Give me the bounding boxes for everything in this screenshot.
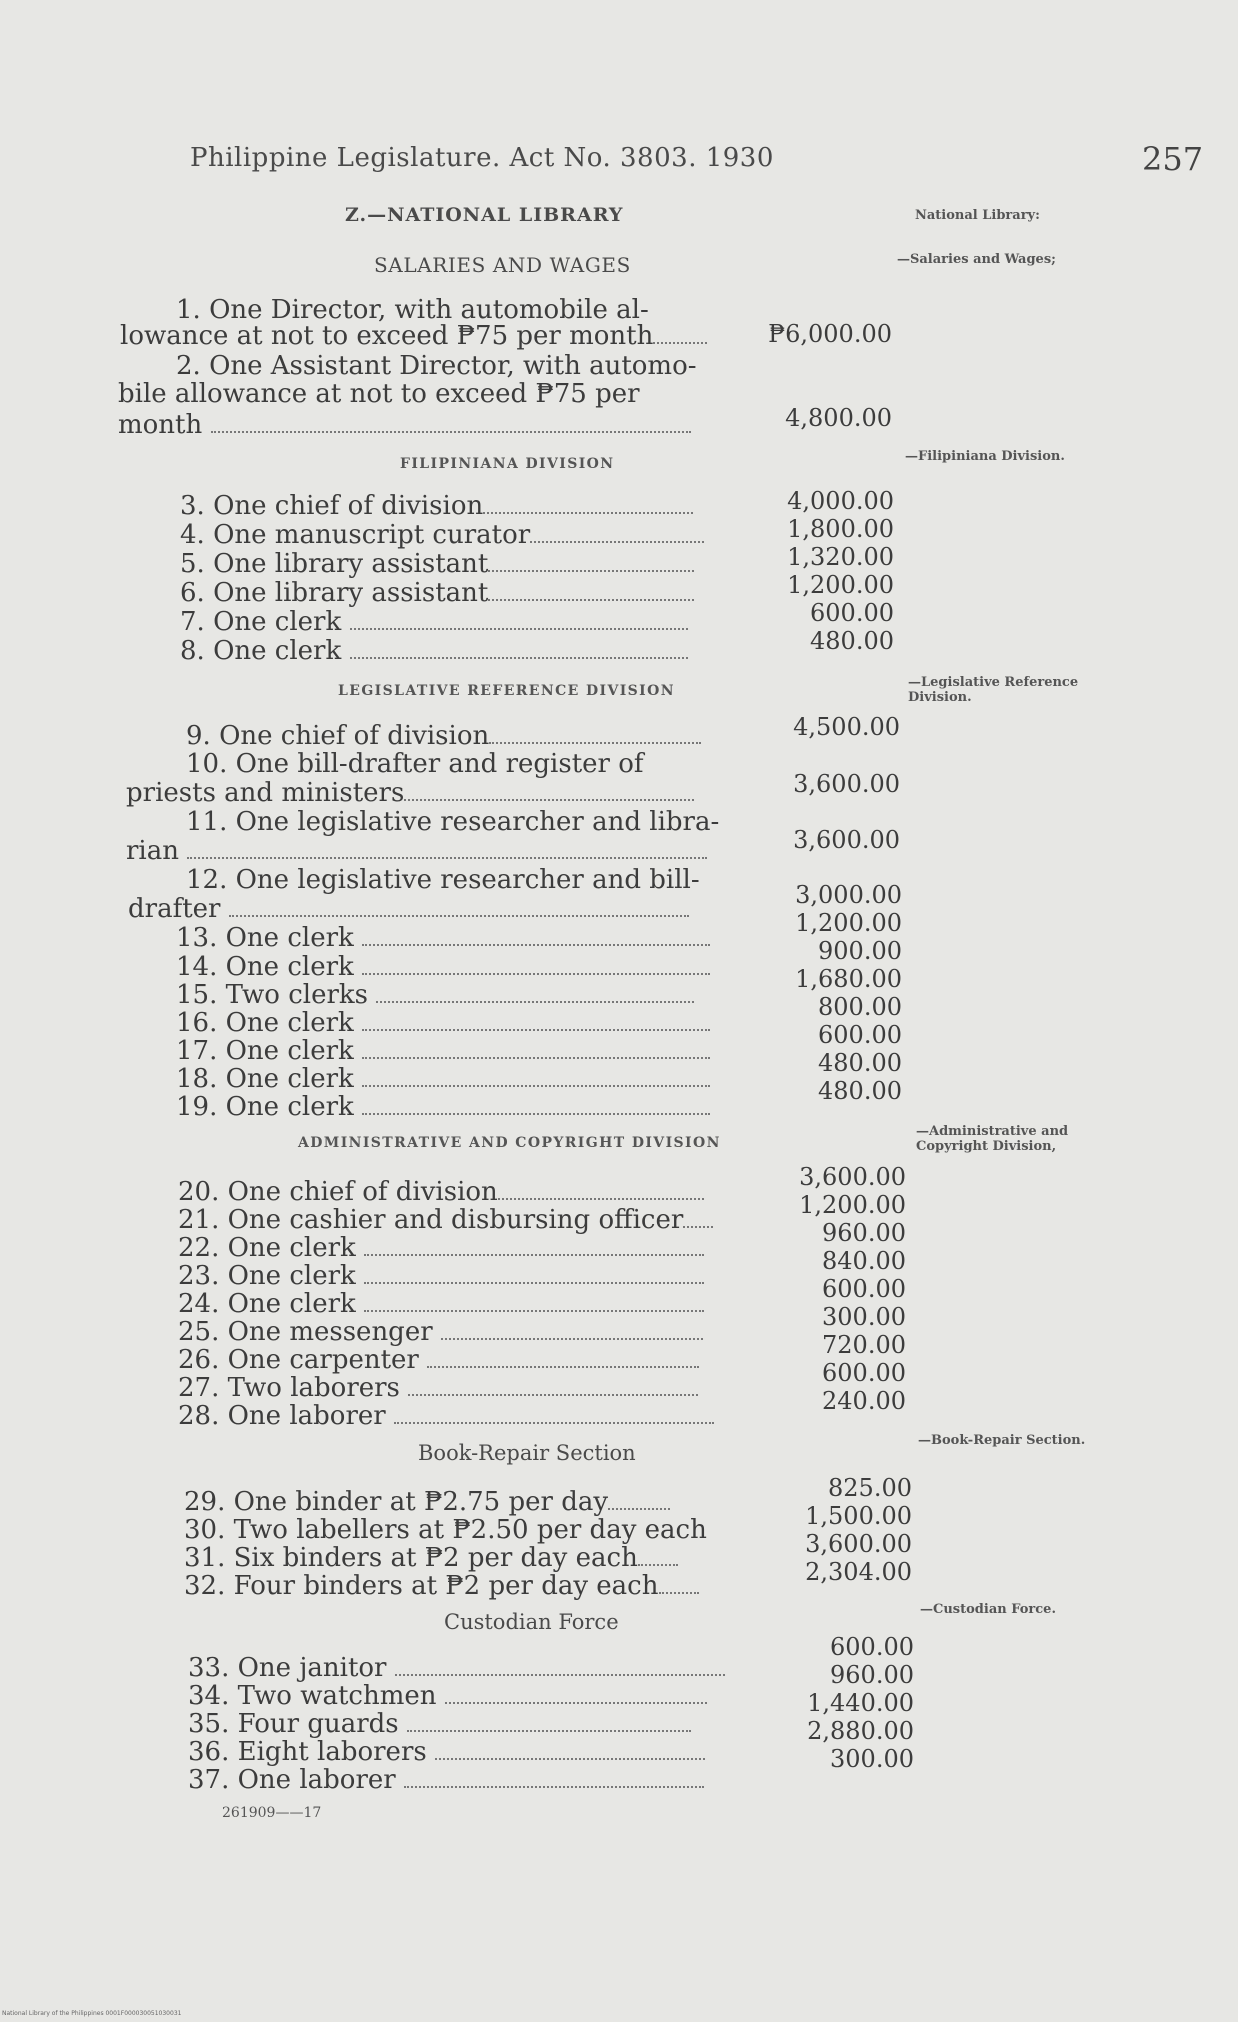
printer-signature: 261909——17	[222, 1805, 322, 1821]
scan-credit: National Library of the Philippines 0001F000030051030031	[2, 2010, 182, 2017]
item-6: 6. One library assistant	[180, 579, 694, 607]
item-16: 16. One clerk	[176, 1009, 710, 1037]
item-21-amount: 1,200.00	[799, 1191, 906, 1219]
item-24-amount: 600.00	[822, 1275, 906, 1303]
item-20-amount: 3,600.00	[799, 1163, 906, 1191]
division-head-custodian: Custodian Force	[444, 1610, 619, 1634]
item-22: 22. One clerk	[178, 1234, 704, 1262]
item-12-line-1: 12. One legislative researcher and bill-	[186, 865, 700, 895]
item-34-amount: 960.00	[830, 1661, 914, 1689]
item-25-amount: 300.00	[822, 1303, 906, 1331]
item-20: 20. One chief of division	[178, 1178, 704, 1206]
item-15: 15. Two clerks	[176, 981, 694, 1009]
margin-note-national-library: National Library:	[915, 208, 1040, 223]
item-11-line-2: rian	[126, 837, 707, 865]
item-9-amount: 4,500.00	[793, 713, 900, 741]
running-header: Philippine Legislature. Act No. 3803. 1930	[190, 143, 774, 173]
item-13: 13. One clerk	[176, 924, 710, 952]
item-10-line-1: 10. One bill-drafter and register of	[186, 749, 644, 779]
margin-note-custodian: —Custodian Force.	[920, 1602, 1056, 1617]
item-5-amount: 1,320.00	[787, 543, 894, 571]
section-title: Z.—NATIONAL LIBRARY	[345, 204, 624, 226]
item-28: 28. One laborer	[178, 1402, 714, 1430]
item-18-amount: 480.00	[818, 1049, 902, 1077]
item-36: 36. Eight laborers	[188, 1738, 705, 1766]
item-11-line-1: 11. One legislative researcher and libra-	[186, 807, 720, 837]
item-24: 24. One clerk	[178, 1290, 704, 1318]
item-37: 37. One laborer	[188, 1766, 704, 1794]
item-35: 35. Four guards	[188, 1710, 691, 1738]
margin-note-administrative: —Administrative and Copyright Division,	[916, 1124, 1069, 1154]
item-8: 8. One clerk	[180, 637, 688, 665]
item-30: 30. Two labellers at ₱2.50 per day each	[184, 1515, 707, 1545]
item-33-amount: 600.00	[830, 1633, 914, 1661]
item-12-line-2: drafter	[128, 895, 689, 923]
item-23: 23. One clerk	[178, 1262, 704, 1290]
item-3-amount: 4,000.00	[787, 487, 894, 515]
page-number: 257	[1142, 140, 1204, 178]
item-4-amount: 1,800.00	[787, 515, 894, 543]
item-28-amount: 240.00	[822, 1387, 906, 1415]
item-10-line-2: priests and ministers	[126, 779, 694, 807]
item-6-amount: 1,200.00	[787, 571, 894, 599]
item-36-amount: 2,880.00	[807, 1717, 914, 1745]
item-17-amount: 600.00	[818, 1021, 902, 1049]
item-27: 27. Two laborers	[178, 1374, 698, 1402]
margin-note-filipiniana: —Filipiniana Division.	[905, 449, 1065, 464]
item-29: 29. One binder at ₱2.75 per day	[184, 1488, 670, 1516]
item-3: 3. One chief of division	[180, 492, 693, 520]
item-2-amount: 4,800.00	[785, 404, 892, 432]
item-8-amount: 480.00	[810, 627, 894, 655]
margin-note-book-repair: —Book-Repair Section.	[918, 1433, 1086, 1448]
item-26-amount: 720.00	[822, 1331, 906, 1359]
item-10-amount: 3,600.00	[793, 770, 900, 798]
item-25: 25. One messenger	[178, 1318, 703, 1346]
item-18: 18. One clerk	[176, 1065, 710, 1093]
item-33: 33. One janitor	[188, 1654, 725, 1682]
item-17: 17. One clerk	[176, 1037, 710, 1065]
item-1-amount: ₱6,000.00	[768, 320, 892, 348]
section-subtitle: SALARIES AND WAGES	[374, 253, 631, 277]
division-head-administrative: ADMINISTRATIVE AND COPYRIGHT DIVISION	[298, 1135, 721, 1151]
item-13-amount: 1,200.00	[795, 909, 902, 937]
item-34: 34. Two watchmen	[188, 1682, 707, 1710]
item-23-amount: 840.00	[822, 1247, 906, 1275]
item-37-amount: 300.00	[830, 1745, 914, 1773]
division-head-filipiniana: FILIPINIANA DIVISION	[400, 456, 615, 472]
item-32-amount: 2,304.00	[805, 1558, 912, 1586]
item-19-amount: 480.00	[818, 1077, 902, 1105]
item-15-amount: 1,680.00	[795, 965, 902, 993]
item-9: 9. One chief of division	[186, 722, 701, 750]
item-21: 21. One cashier and disbursing officer	[178, 1206, 713, 1234]
item-31-amount: 3,600.00	[805, 1530, 912, 1558]
item-19: 19. One clerk	[176, 1093, 710, 1121]
item-29-amount: 825.00	[828, 1474, 912, 1502]
item-14-amount: 900.00	[818, 937, 902, 965]
item-31: 31. Six binders at ₱2 per day each	[184, 1544, 678, 1572]
margin-note-legislative: —Legislative Reference Division.	[908, 675, 1079, 705]
item-27-amount: 600.00	[822, 1359, 906, 1387]
item-1-line-1: 1. One Director, with automobile al-	[176, 295, 649, 325]
item-2-line-1: 2. One Assistant Director, with automo-	[176, 351, 697, 381]
item-2-line-3: month	[118, 411, 691, 439]
item-14: 14. One clerk	[176, 953, 710, 981]
item-12-amount: 3,000.00	[795, 881, 902, 909]
item-32: 32. Four binders at ₱2 per day each	[184, 1572, 699, 1600]
item-5: 5. One library assistant	[180, 550, 694, 578]
division-head-book-repair: Book-Repair Section	[418, 1441, 636, 1465]
item-11-amount: 3,600.00	[793, 826, 900, 854]
item-35-amount: 1,440.00	[807, 1689, 914, 1717]
item-22-amount: 960.00	[822, 1219, 906, 1247]
item-7-amount: 600.00	[810, 599, 894, 627]
item-16-amount: 800.00	[818, 993, 902, 1021]
division-head-legislative: LEGISLATIVE REFERENCE DIVISION	[338, 683, 675, 699]
item-1-line-2: lowance at not to exceed ₱75 per month	[120, 322, 707, 350]
item-30-amount: 1,500.00	[805, 1502, 912, 1530]
item-26: 26. One carpenter	[178, 1346, 699, 1374]
margin-note-salaries: —Salaries and Wages;	[897, 252, 1056, 267]
item-2-line-2: bile allowance at not to exceed ₱75 per	[118, 379, 640, 409]
item-4: 4. One manuscript curator	[180, 521, 704, 549]
item-7: 7. One clerk	[180, 608, 688, 636]
